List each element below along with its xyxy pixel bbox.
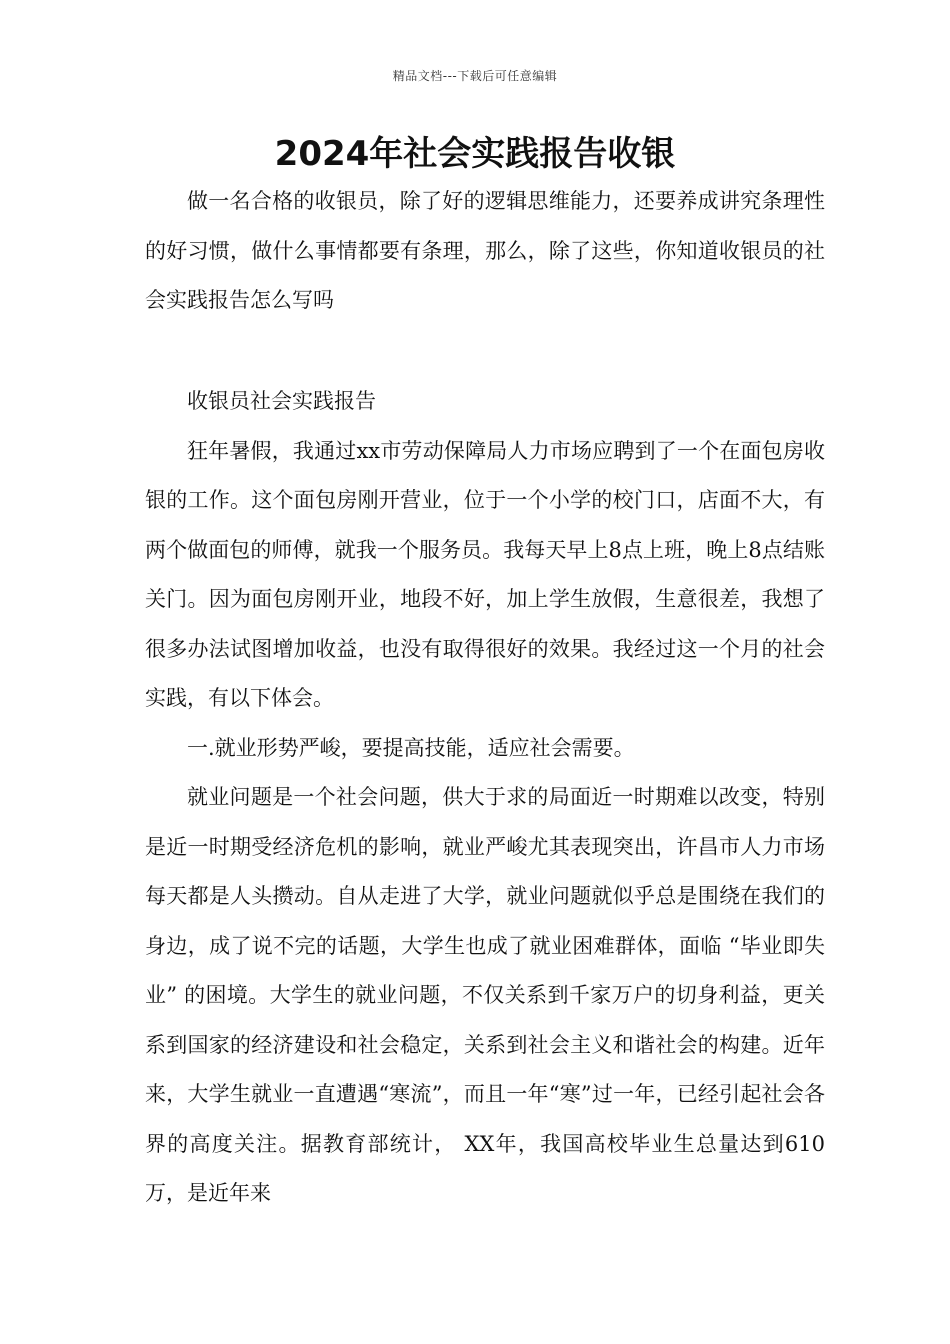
- header-note: 精品文档---下载后可任意编辑: [392, 69, 558, 83]
- body-paragraph: 狂年暑假，我通过xx市劳动保障局人力市场应聘到了一个在面包房收银的工作。这个面包房刚开营业，位于一个小学的校门口，店面不大，有两个做面包的师傅，就我一个服务员。我每天早上8点上班，晚上8点结账关门。因为面包房刚开业，地段不好，加上学生放假，生意很差，我想了很多办法试图增加收益，也没有取得很好的效果。我经过这一个月的社会实践，有以下体会。: [145, 438, 825, 710]
- main-section: [145, 377, 825, 1219]
- intro-paragraph: 做一名合格的收银员，除了好的逻辑思维能力，还要养成讲究条理性的好习惯，做什么事情都要有条理，那么，除了这些，你知道收银员的社会实践报告怎么写吗: [145, 189, 825, 312]
- body-paragraph: 就业问题是一个社会问题，供大于求的局面近一时期难以改变，特别是近一时期受经济危机的影响，就业严峻尤其表现突出，许昌市人力市场每天都是人头攒动。自从走进了大学，就业问题就似乎总是围绕在我们的身边，成了说不完的话题，大学生也成了就业困难群体，面临 “毕业即失业” 的困境。大学生的就业问题，不仅关系到千家万户的切身利益，更关系到国家的经济建设和社会稳定，关系到社会主义和谐社会的构建。近年来，大学生就业一直遭遇“寒流”，而且一年“寒”过一年，已经引起社会各界的高度关注。据教育部统计， XX年，我国高校毕业生总量达到610万，是近年来: [145, 785, 825, 1205]
- subheading-paragraph: 一.就业形势严峻，要提高技能，适应社会需要。: [187, 735, 635, 760]
- section-heading: 收银员社会实践报告: [187, 389, 376, 413]
- intro-section: [145, 177, 825, 326]
- page-title: 2024年社会实践报告收银: [274, 134, 676, 174]
